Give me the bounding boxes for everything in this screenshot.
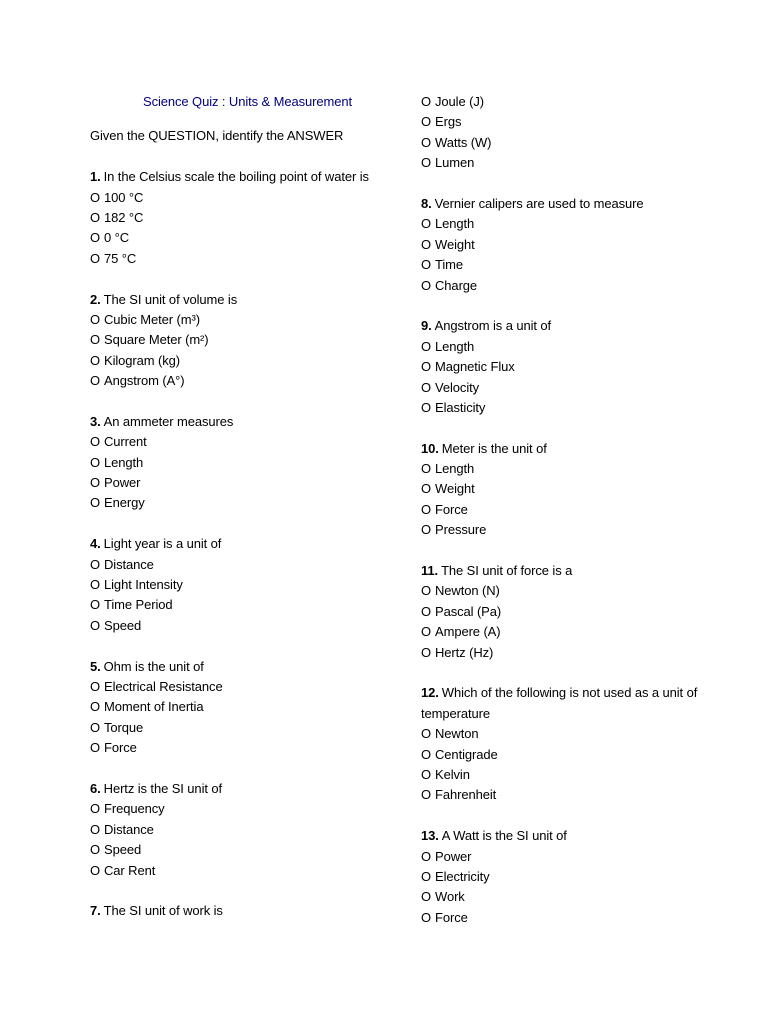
- answer-option[interactable]: [90, 453, 390, 473]
- answer-option[interactable]: [421, 214, 721, 234]
- option-marker: O: [421, 909, 432, 925]
- option-marker: O: [90, 862, 101, 878]
- option-marker: O: [90, 332, 101, 348]
- question-prompt: Ohm is the unit of: [103, 658, 204, 674]
- option-label: Light Intensity: [104, 577, 183, 593]
- question-text: [90, 534, 390, 554]
- option-label: 182 °C: [104, 209, 144, 225]
- option-marker: O: [421, 766, 432, 782]
- answer-option[interactable]: [421, 581, 721, 601]
- option-marker: O: [421, 216, 432, 232]
- answer-option[interactable]: [90, 799, 390, 819]
- option-label: Time: [435, 257, 464, 273]
- option-label: Speed: [104, 617, 142, 633]
- answer-option[interactable]: [90, 697, 390, 717]
- answer-option[interactable]: [90, 738, 390, 758]
- option-label: Centigrade: [435, 746, 498, 762]
- option-label: Length: [435, 338, 475, 354]
- option-label: Joule (J): [435, 94, 484, 109]
- option-label: Distance: [104, 821, 154, 837]
- option-label: Elasticity: [435, 399, 486, 415]
- option-label: Watts (W): [435, 134, 492, 150]
- answer-option[interactable]: [421, 276, 721, 296]
- answer-option[interactable]: [421, 255, 721, 275]
- option-marker: O: [421, 114, 432, 130]
- answer-option[interactable]: [90, 228, 390, 248]
- question-block: [90, 901, 390, 921]
- option-marker: O: [421, 726, 432, 742]
- option-label: Pascal (Pa): [435, 603, 502, 619]
- option-marker: O: [421, 889, 432, 905]
- option-marker: O: [90, 189, 101, 205]
- option-label: Electricity: [435, 868, 490, 884]
- answer-option[interactable]: [421, 378, 721, 398]
- option-label: Kilogram (kg): [104, 352, 181, 368]
- question-block: [90, 534, 390, 636]
- option-label: Newton (N): [435, 583, 500, 599]
- answer-option[interactable]: [90, 555, 390, 575]
- question-text: [90, 290, 390, 310]
- option-marker: O: [421, 134, 432, 150]
- question-text: [421, 826, 721, 846]
- question-prompt: The SI unit of volume is: [103, 291, 238, 307]
- question-number: 8.: [421, 195, 432, 211]
- option-marker: O: [421, 848, 432, 864]
- question-number: 1.: [90, 169, 101, 185]
- option-label: Moment of Inertia: [104, 699, 204, 715]
- option-label: Force: [435, 501, 468, 517]
- question-text: [421, 316, 721, 336]
- question-block: [90, 779, 390, 881]
- answer-option[interactable]: [90, 351, 390, 371]
- option-label: Energy: [104, 495, 145, 511]
- question-text: [90, 779, 390, 799]
- question-block: [421, 439, 721, 541]
- question-number: 4.: [90, 536, 101, 552]
- option-marker: O: [421, 481, 432, 497]
- option-label: Length: [104, 454, 144, 470]
- option-label: Length: [435, 461, 475, 477]
- question-text: [421, 683, 711, 724]
- option-label: Lumen: [435, 155, 475, 171]
- question-prompt: Light year is a unit of: [103, 536, 222, 552]
- option-marker: O: [90, 434, 101, 450]
- question-number: 10.: [421, 440, 439, 456]
- question-prompt: A Watt is the SI unit of: [441, 828, 567, 844]
- answer-option[interactable]: [421, 500, 721, 520]
- answer-option[interactable]: [90, 330, 390, 350]
- option-marker: O: [90, 475, 101, 491]
- option-marker: O: [90, 617, 101, 633]
- option-label: Distance: [104, 556, 154, 572]
- question-text: [90, 901, 390, 921]
- question-number: 11.: [421, 563, 439, 579]
- option-marker: O: [90, 495, 101, 511]
- option-label: Newton: [435, 726, 479, 742]
- option-marker: O: [90, 454, 101, 470]
- answer-option[interactable]: [421, 908, 721, 928]
- answer-option[interactable]: [90, 208, 390, 228]
- question-prompt: Angstrom is a unit of: [434, 318, 552, 334]
- option-label: Square Meter (m²): [104, 332, 209, 348]
- answer-option[interactable]: [421, 459, 721, 479]
- answer-option[interactable]: [90, 820, 390, 840]
- question-text: [421, 439, 721, 459]
- answer-option[interactable]: [421, 622, 721, 642]
- option-label: Hertz (Hz): [435, 644, 494, 660]
- option-label: Ampere (A): [435, 624, 501, 640]
- option-marker: O: [90, 740, 101, 756]
- question-number: 7.: [90, 903, 101, 919]
- option-marker: O: [421, 603, 432, 619]
- option-marker: O: [90, 679, 101, 695]
- option-label: 100 °C: [104, 189, 144, 205]
- answer-option[interactable]: [421, 398, 721, 418]
- option-marker: O: [421, 624, 432, 640]
- answer-option[interactable]: [421, 867, 721, 887]
- answer-option[interactable]: [90, 493, 390, 513]
- right-column: [421, 92, 721, 928]
- option-label: Torque: [104, 719, 144, 735]
- answer-option[interactable]: [90, 840, 390, 860]
- option-marker: O: [421, 501, 432, 517]
- option-label: Weight: [435, 236, 475, 252]
- question-block: [421, 316, 721, 418]
- answer-option[interactable]: [421, 357, 721, 377]
- option-marker: O: [90, 373, 101, 389]
- option-label: Fahrenheit: [435, 787, 497, 803]
- option-label: Length: [435, 216, 475, 232]
- option-marker: O: [90, 719, 101, 735]
- option-marker: O: [421, 94, 432, 109]
- question-block: [421, 683, 721, 805]
- answer-option[interactable]: [421, 785, 721, 805]
- question-block: [90, 657, 390, 759]
- option-marker: O: [90, 352, 101, 368]
- option-label: 0 °C: [104, 230, 130, 246]
- answer-option[interactable]: [421, 479, 721, 499]
- question-text: [90, 657, 390, 677]
- question-text: [90, 412, 390, 432]
- option-marker: O: [90, 209, 101, 225]
- question-number: 13.: [421, 828, 439, 844]
- answer-option[interactable]: [421, 337, 721, 357]
- option-marker: O: [90, 597, 101, 613]
- option-marker: O: [421, 644, 432, 660]
- question-block: [421, 561, 721, 663]
- option-label: Frequency: [104, 801, 165, 817]
- option-marker: O: [90, 311, 101, 327]
- answer-option[interactable]: [90, 473, 390, 493]
- option-label: Power: [104, 475, 141, 491]
- answer-option[interactable]: [90, 310, 390, 330]
- question-text: [421, 561, 721, 581]
- question-text: [90, 167, 390, 187]
- answer-option[interactable]: [90, 861, 390, 881]
- option-marker: O: [90, 842, 101, 858]
- answer-option[interactable]: [421, 745, 721, 765]
- option-label: 75 °C: [104, 250, 137, 266]
- question-prompt: Hertz is the SI unit of: [103, 780, 223, 796]
- option-marker: O: [90, 821, 101, 837]
- answer-option[interactable]: [421, 235, 721, 255]
- question-number: 9.: [421, 318, 432, 334]
- answer-option[interactable]: [90, 249, 390, 269]
- option-label: Weight: [435, 481, 475, 497]
- option-label: Time Period: [104, 597, 173, 613]
- question-7-options: [421, 92, 721, 174]
- question-text: [421, 194, 721, 214]
- question-block: [90, 412, 390, 514]
- question-block: [421, 826, 721, 928]
- question-block: [421, 194, 721, 296]
- question-number: 5.: [90, 658, 101, 674]
- option-marker: O: [421, 746, 432, 762]
- option-marker: O: [421, 155, 432, 171]
- question-number: 6.: [90, 780, 101, 796]
- answer-option[interactable]: [421, 112, 721, 132]
- option-label: Work: [435, 889, 465, 905]
- question-number: 2.: [90, 291, 101, 307]
- option-marker: O: [421, 583, 432, 599]
- answer-option[interactable]: [90, 677, 390, 697]
- question-prompt: Vernier calipers are used to measure: [434, 195, 644, 211]
- left-column: [90, 92, 390, 922]
- option-marker: O: [421, 359, 432, 375]
- answer-option[interactable]: [421, 765, 721, 785]
- option-label: Magnetic Flux: [435, 359, 515, 375]
- question-prompt: Meter is the unit of: [441, 440, 547, 456]
- option-marker: O: [90, 801, 101, 817]
- question-prompt: The SI unit of work is: [103, 903, 223, 919]
- option-marker: O: [90, 250, 101, 266]
- question-block: [90, 167, 390, 269]
- option-marker: O: [90, 577, 101, 593]
- answer-option[interactable]: [90, 432, 390, 452]
- option-label: Force: [104, 740, 137, 756]
- option-marker: O: [421, 868, 432, 884]
- option-label: Speed: [104, 842, 142, 858]
- answer-option[interactable]: [421, 887, 721, 907]
- option-marker: O: [421, 257, 432, 273]
- option-label: Kelvin: [435, 766, 470, 782]
- question-number: 3.: [90, 413, 101, 429]
- option-marker: O: [421, 399, 432, 415]
- option-label: Angstrom (A°): [104, 373, 185, 389]
- answer-option[interactable]: [421, 92, 721, 112]
- option-marker: O: [421, 379, 432, 395]
- option-marker: O: [90, 230, 101, 246]
- answer-option[interactable]: [421, 153, 721, 173]
- option-label: Cubic Meter (m³): [104, 311, 200, 327]
- question-prompt: In the Celsius scale the boiling point of water is: [103, 169, 369, 185]
- answer-option[interactable]: [421, 643, 721, 663]
- answer-option[interactable]: [421, 133, 721, 153]
- answer-option[interactable]: [90, 371, 390, 391]
- option-marker: O: [421, 236, 432, 252]
- option-marker: O: [90, 556, 101, 572]
- option-marker: O: [421, 787, 432, 803]
- answer-option[interactable]: [421, 520, 721, 540]
- quiz-instruction: Given the QUESTION, identify the ANSWER: [90, 128, 344, 144]
- answer-option[interactable]: [421, 724, 721, 744]
- answer-option[interactable]: [421, 602, 721, 622]
- option-label: Force: [435, 909, 468, 925]
- question-prompt: An ammeter measures: [103, 413, 234, 429]
- question-number: 12.: [421, 685, 439, 701]
- option-label: Electrical Resistance: [104, 679, 223, 695]
- option-label: Power: [435, 848, 472, 864]
- option-marker: O: [421, 522, 432, 538]
- option-label: Car Rent: [104, 862, 156, 878]
- option-label: Ergs: [435, 114, 462, 130]
- answer-option[interactable]: [421, 847, 721, 867]
- question-prompt: Which of the following is not used as a unit of temperature: [421, 685, 698, 721]
- question-prompt: The SI unit of force is a: [441, 563, 573, 579]
- answer-option[interactable]: [90, 616, 390, 636]
- quiz-title: Science Quiz : Units & Measurement: [143, 94, 353, 109]
- answer-option[interactable]: [90, 595, 390, 615]
- option-marker: O: [421, 338, 432, 354]
- option-marker: O: [421, 277, 432, 293]
- answer-option[interactable]: [90, 188, 390, 208]
- option-label: Current: [104, 434, 147, 450]
- option-label: Velocity: [435, 379, 480, 395]
- option-marker: O: [421, 461, 432, 477]
- option-marker: O: [90, 699, 101, 715]
- answer-option[interactable]: [90, 718, 390, 738]
- question-block: [90, 290, 390, 392]
- option-label: Charge: [435, 277, 478, 293]
- answer-option[interactable]: [90, 575, 390, 595]
- option-label: Pressure: [435, 522, 487, 538]
